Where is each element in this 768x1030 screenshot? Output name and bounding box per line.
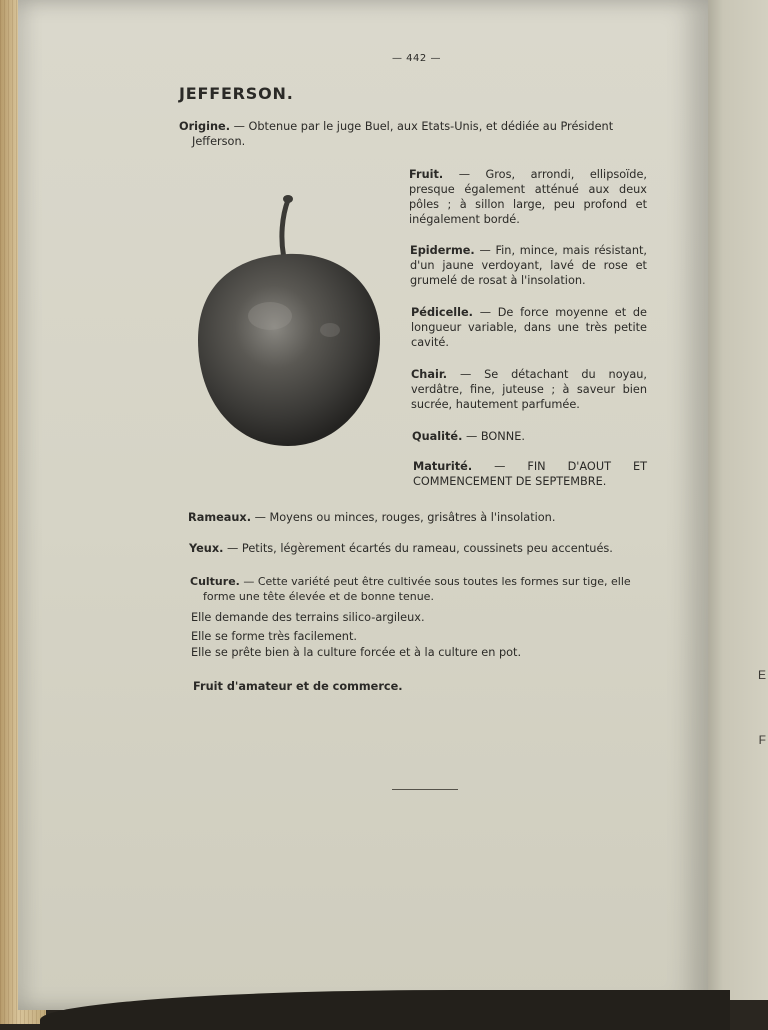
rameaux-text: — Moyens ou minces, rouges, grisâtres à l'insolation. (254, 511, 556, 524)
origine-text: — Obtenue par le juge Buel, aux Etats-Unis, et dédiée au Président (233, 120, 614, 133)
edge-letter: E (757, 668, 766, 682)
origine-label: Origine. (179, 120, 231, 133)
origine-text-cont: Jefferson. (192, 135, 246, 148)
fruit-text: — Gros, arrondi, ellipsoïde, presque également atténué aux deux pôles ; à sillon large, peu profond et inégalement bordé. (409, 168, 648, 226)
culture-text-cont: forme une tête élevée et de bonne tenue. (203, 590, 434, 603)
culture-label: Culture. (190, 575, 240, 588)
epiderme-text: — Fin, mince, mais résistant, d'un jaune verdoyant, lavé de rose et grumelé de rosat à l'insolation. (410, 244, 648, 287)
fruit-label: Fruit. (409, 168, 444, 181)
page-number: — 442 — (392, 53, 441, 64)
qualite-paragraph (412, 429, 647, 444)
chair-paragraph (411, 367, 647, 412)
culture-line: Elle se prête bien à la culture forcée et à la culture en pot. (191, 646, 522, 659)
rameaux-label: Rameaux. (188, 511, 251, 524)
epiderme-label: Epiderme. (410, 244, 475, 257)
qualite-label: Qualité. (412, 430, 463, 443)
culture-line: Elle se forme très facilement. (191, 630, 357, 643)
chair-text: — Se détachant du noyau, verdâtre, fine, juteuse ; à saveur bien sucrée, hautement parfumée. (411, 368, 647, 411)
pedicelle-label: Pédicelle. (411, 306, 473, 319)
maturite-text: — FIN D'AOUT ET COMMENCEMENT DE SEPTEMBRE. (413, 460, 647, 488)
closing-line: Fruit d'amateur et de commerce. (193, 680, 403, 693)
culture-paragraph (190, 574, 650, 604)
fruit-paragraph (409, 167, 647, 227)
culture-line: Elle demande des terrains silico-argileux. (191, 611, 425, 624)
end-rule (392, 789, 458, 790)
yeux-label: Yeux. (189, 542, 224, 555)
epiderme-paragraph (410, 243, 647, 288)
yeux-paragraph (189, 541, 649, 556)
plum-illustration (190, 188, 390, 452)
pedicelle-paragraph (411, 305, 647, 350)
book-page (18, 0, 708, 1010)
edge-letter: F (758, 733, 766, 747)
culture-text: — Cette variété peut être cultivée sous toutes les formes sur tige, elle (243, 575, 631, 588)
next-page-edge (704, 0, 768, 1000)
origine-paragraph (179, 119, 649, 149)
chair-label: Chair. (411, 368, 448, 381)
pedicelle-text: — De force moyenne et de longueur variable, dans une très petite cavité. (411, 306, 647, 349)
yeux-text: — Petits, légèrement écartés du rameau, coussinets peu accentués. (227, 542, 613, 555)
page-title: JEFFERSON. (179, 84, 294, 103)
qualite-text: — BONNE. (465, 430, 525, 443)
maturite-paragraph (413, 459, 647, 489)
maturite-label: Maturité. (413, 460, 473, 473)
rameaux-paragraph (188, 510, 648, 525)
